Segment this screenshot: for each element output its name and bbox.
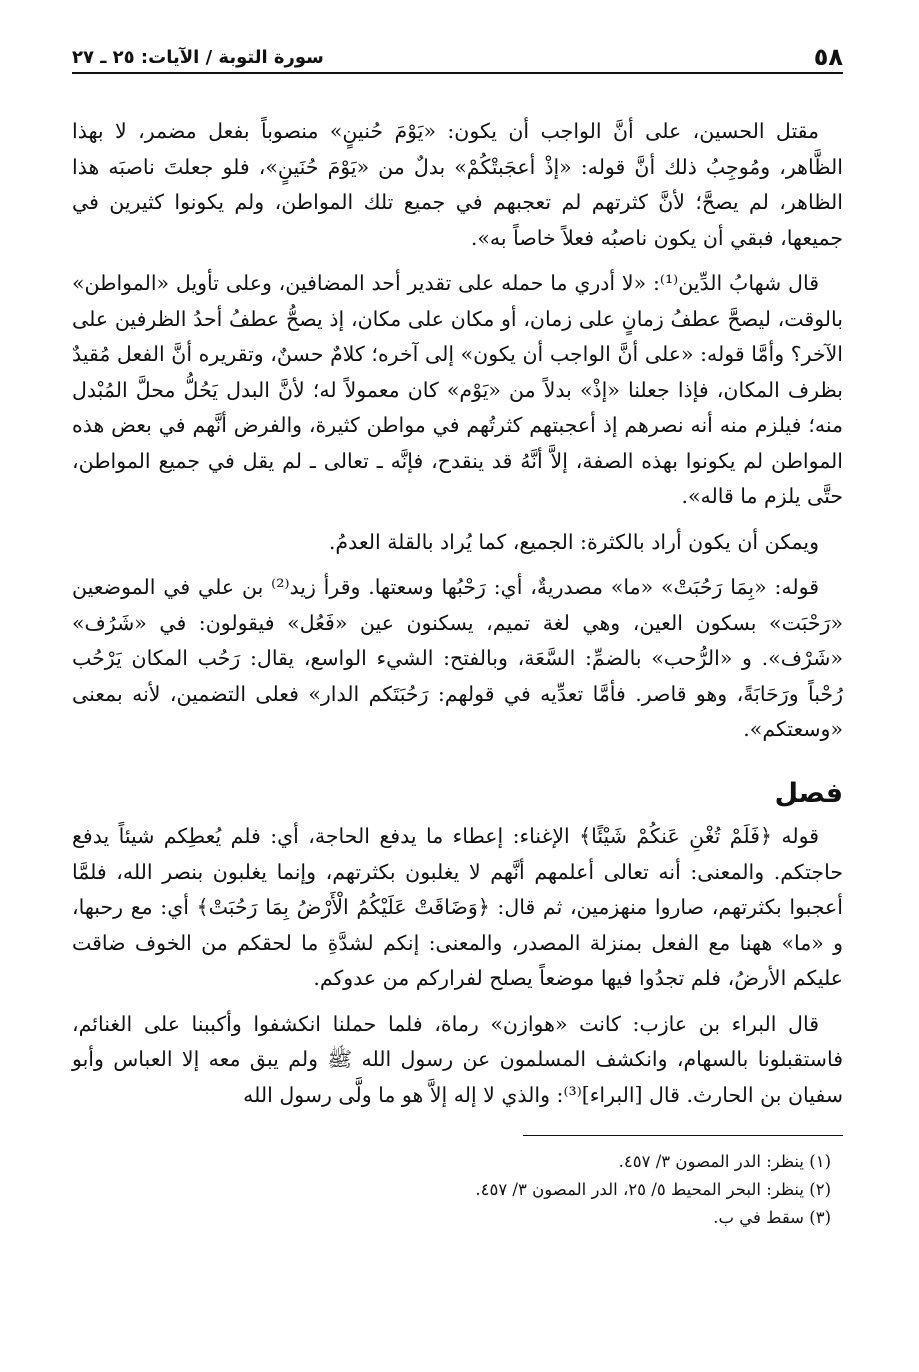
footnotes: [72, 1148, 843, 1232]
running-title: سورة التوبة / الآيات: ٢٥ ـ ٢٧: [72, 47, 324, 68]
paragraph: مقتل الحسين، على أنَّ الواجب أن يكون: «يَوْمَ حُنينٍ» منصوباً بفعل مضمر، لا بهذا الظَّاهر، ومُوجِبُ ذلك أنَّ قوله: «إذْ أعجَبتْكُمْ» بدلٌ من «يَوْمَ حُنَينٍ»، فلو جعلتَ ناصبَه هذا الظاهر، لم يصحَّ؛ لأنَّ كثرتهم لم تعجبهم في جميع تلك المواطن، ولم يكونوا كثيرين في جميعها، فبقي أن يكون ناصبُه فعلاً خاصاً به».: [72, 119, 843, 250]
footnote-divider: [523, 1135, 843, 1136]
paragraph: قال شهابُ الدِّين⁽¹⁾: «لا أدري ما حمله على تقدير أحد المضافين، وعلى تأويل «المواطن» بالوقت، ليصحَّ عطفُ زمانٍ على زمان، أو مكان على مكان، إذ يصحُّ عطفُ أحدُ الظرفين على الآخر؟ وأمَّا قوله: «على أنَّ الواجب أن يكون» إلى آخره؛ كلامٌ حسنٌ، وتقريره أنَّ الفعل مُقيدٌ بظرف المكان، فإذا جعلنا «إذْ» بدلاً من «يَوْم» كان معمولاً له؛ لأنَّ البدل يَحُلُّ محلَّ المُبْدل منه؛ فيلزم منه أنه نصرهم إذ أعجبتهم كثرتُهم في مواطن كثيرة، والفرض أنَّهم في بعض هذه المواطن لم يكونوا بهذه الصفة، إلاَّ أنَّهُ قد ينقدح، فإنَّه ـ تعالى ـ لم يقل في جميع المواطن، حتَّى يلزم ما قاله».: [72, 271, 844, 508]
footnote: (١) ينظر: الدر المصون ٣/ ٤٥٧.: [618, 1152, 831, 1171]
paragraph: قوله ﴿فَلَمْ تُغْنِ عَنكُمْ شَيْئًا﴾ الإغناء: إعطاء ما يدفع الحاجة، أي: فلم يُعطِكم شيئاً يدفع حاجتكم. والمعنى: أنه تعالى أعلمهم أنَّهم لا يغلبون بكثرتهم، وإنما يغلبون بنصر الله، فلمَّا أعجبوا بكثرتهم، صاروا منهزمين، ثم قال: ﴿وَضَاقَتْ عَلَيْكُمُ الْأَرْضُ بِمَا رَحُبَتْ﴾ أي: مع رحبها، و «ما» ههنا مع الفعل بمنزلة المصدر، والمعنى: إنكم لشدَّةِ ما لحقكم من الخوف ضاقت عليكم الأرضُ، فلم تجدُوا فيها موضعاً يصلح لفراركم من عدوكم.: [72, 824, 843, 990]
section-heading: فصل: [774, 777, 843, 809]
footnote: (٣) سقط في ب.: [713, 1208, 831, 1227]
paragraph: قال البراء بن عازب: كانت «هوازن» رماة، فلما حملنا انكشفوا وأكببنا على الغنائم، فاستقبلونا بالسهام، وانكشف المسلمون عن رسول الله ﷺ ولم يبق معه إلا العباس وأبو سفيان بن الحارث. قال [البراء]⁽³⁾: والذي لا إله إلاَّ هو ما ولَّى رسول الله: [72, 1011, 843, 1107]
page-header: [72, 36, 843, 74]
main-text: [72, 114, 843, 1113]
paragraph: ويمكن أن يكون أراد بالكثرة: الجميع، كما يُراد بالقلة العدمُ.: [328, 529, 819, 554]
page-number: ٥٨: [813, 43, 843, 71]
footnote: (٢) ينظر: البحر المحيط ٥/ ٢٥، الدر المصون ٣/ ٤٥٧.: [475, 1180, 831, 1199]
paragraph: قوله: «بِمَا رَحُبَتْ» «ما» مصدريةٌ، أي: رَحْبُها وسعتها. وقرأ زيد⁽²⁾ بن علي في الموضعين «رَحْبَت» بسكون العين، وهي لغة تميم، يسكنون عين «فَعُل» فيقولون: في «شَرُف» «شَرْف». و «الرُّحب» بالضمِّ: السَّعَة، وبالفتح: الشيء الواسع، يقال: رَحُب المكان يَرْحُب رُحْباً ورَحَابَةً، وهو قاصر. فأمَّا تعدِّيه في قولهم: رَحُبَتَكم الدار» فعلى التضمين، لأنه بمعنى «وسعتكم».: [72, 575, 843, 741]
